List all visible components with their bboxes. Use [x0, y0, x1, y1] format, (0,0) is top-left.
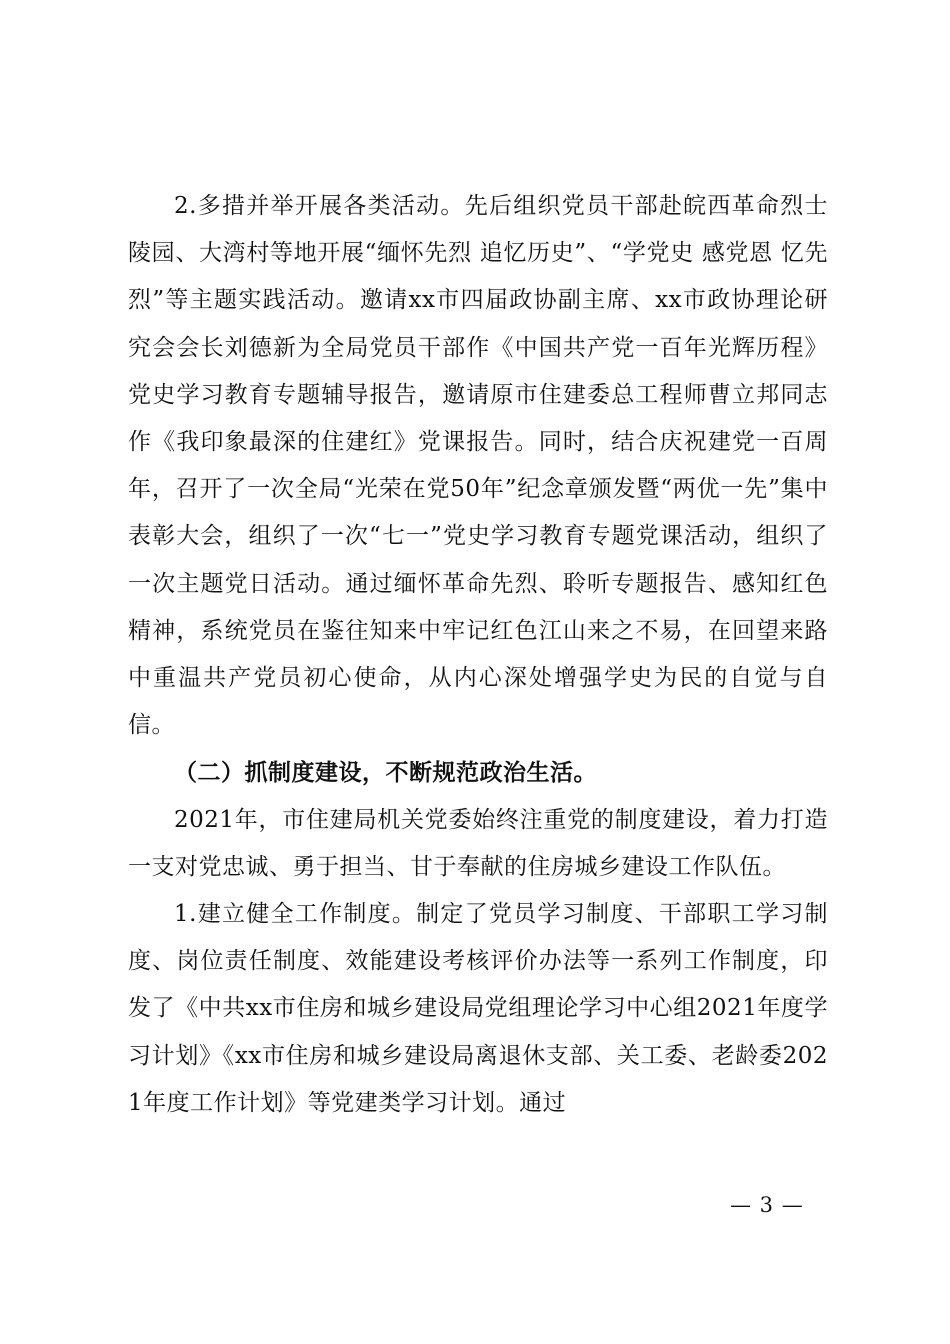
document-body — [128, 183, 828, 1127]
paragraph-activities: 2.多措并举开展各类活动。先后组织党员干部赴皖西革命烈士陵园、大湾村等地开展“缅怀先烈 追忆历史”、“学党史 感党恩 忆先烈”等主题实践活动。邀请xx市四届政协副主席、xx市政协理论研究会会长刘德新为全局党员干部作《中国共产党一百年光辉历程》党史学习教育专题辅导报告，邀请原市住建委总工程师曹立邦同志作《我印象最深的住建红》党课报告。同时，结合庆祝建党一百周年，召开了一次全局“光荣在党50年”纪念章颁发暨“两优一先”集中表彰大会，组织了一次“七一”党史学习教育专题党课活动，组织了一次主题党日活动。通过缅怀革命先烈、聆听专题报告、感知红色精神，系统党员在鉴往知来中牢记红色江山来之不易，在回望来路中重温共产党员初心使命，从内心深处增强学史为民的自觉与自信。 — [128, 193, 828, 739]
section-heading-system-building: （二）抓制度建设，不断规范政治生活。 — [174, 759, 597, 787]
page-number: — 3 — — [730, 1193, 804, 1217]
paragraph-party-committee: 2021年，市住建局机关党委始终注重党的制度建设，着力打造一支对党忠诚、勇于担当、甘于奉献的住房城乡建设工作队伍。 — [128, 806, 828, 880]
paragraph-work-systems: 1.建立健全工作制度。制定了党员学习制度、干部职工学习制度、岗位责任制度、效能建设考核评价办法等一系列工作制度，印发了《中共xx市住房和城乡建设局党组理论学习中心组2021年度学习计划》《xx市住房和城乡建设局离退休支部、关工委、老龄委2021年度工作计划》等党建类学习计划。通过 — [128, 901, 828, 1116]
